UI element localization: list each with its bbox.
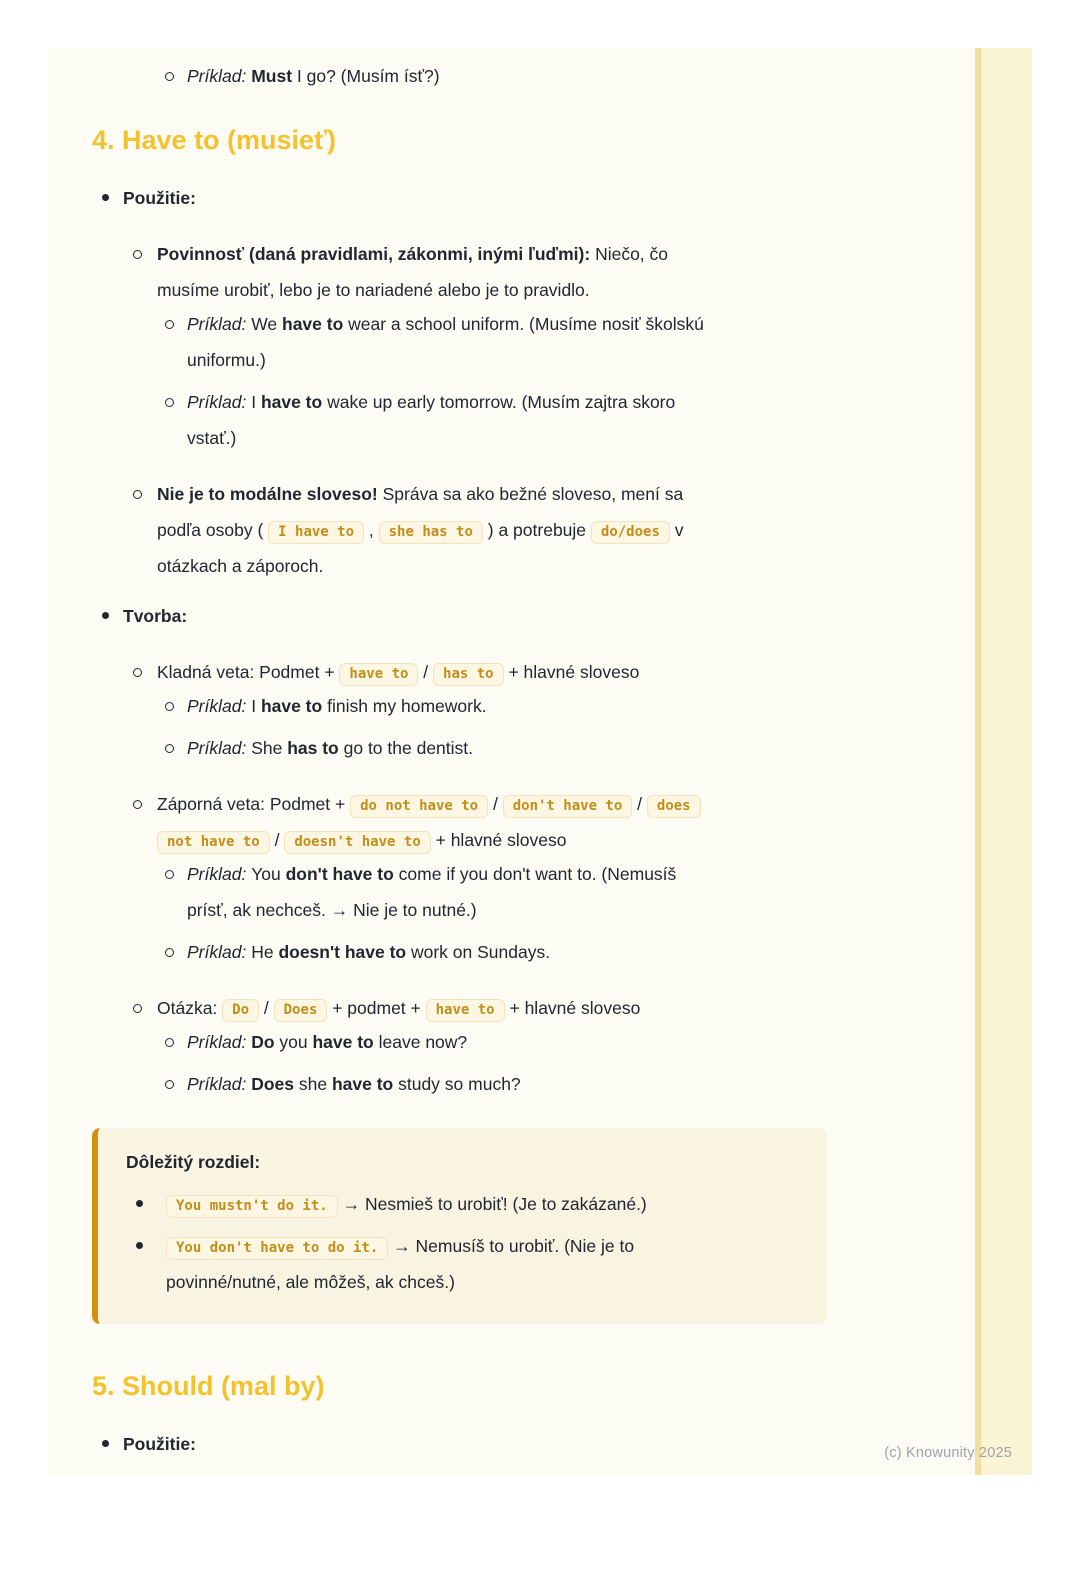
text-segment: I	[251, 392, 261, 412]
inline-code: I have to	[268, 521, 364, 544]
bullet-icon	[165, 72, 174, 81]
text-segment: vstať.)	[187, 428, 237, 448]
list-item	[92, 934, 550, 970]
inline-code: don't have to	[503, 795, 633, 818]
text-segment: have to	[260, 696, 323, 716]
text-segment: Použitie:	[123, 188, 196, 208]
text-segment: podľa osoby (	[157, 520, 269, 540]
bullet-icon	[165, 948, 174, 957]
text-segment: Záporná veta: Podmet +	[157, 794, 351, 814]
text-segment: Príklad:	[187, 392, 252, 412]
bullet-icon	[102, 1440, 109, 1447]
page-edge-highlight-band	[975, 48, 1032, 1475]
inline-code: do not have to	[350, 795, 488, 818]
list-item-text	[123, 188, 196, 208]
text-segment: /	[632, 794, 647, 814]
list-item	[92, 1426, 196, 1462]
list-item	[92, 306, 704, 378]
callout-box	[92, 1128, 827, 1324]
section-heading: 4. Have to (musieť)	[92, 125, 337, 155]
list-item	[92, 384, 675, 456]
list-item-text	[123, 1434, 196, 1454]
text-segment: Does	[251, 1074, 294, 1094]
text-segment: I go? (Musím ísť?)	[292, 66, 440, 86]
list-item-text	[157, 484, 684, 576]
list-item	[92, 786, 701, 858]
inline-code: do/does	[591, 521, 670, 544]
text-segment: /	[269, 830, 285, 850]
callout-title: Dôležitý rozdiel:	[126, 1152, 261, 1172]
inline-code: does	[647, 795, 701, 818]
list-item	[92, 598, 187, 634]
text-segment: You	[251, 864, 286, 884]
list-item-text	[187, 738, 473, 758]
text-segment: /	[259, 998, 274, 1018]
text-segment: Príklad:	[187, 1074, 252, 1094]
section-heading: 5. Should (mal by)	[92, 1371, 325, 1401]
text-segment: + hlavné sloveso	[430, 830, 567, 850]
text-segment: work on Sundays.	[406, 942, 551, 962]
text-segment: ) a potrebuje	[482, 520, 591, 540]
text-segment: you	[274, 1032, 313, 1052]
list-item-text	[187, 1032, 467, 1052]
list-item	[92, 180, 196, 216]
inline-code: have to	[426, 999, 505, 1022]
list-item-text	[187, 864, 676, 920]
text-segment: Príklad:	[187, 942, 252, 962]
text-segment: + podmet +	[327, 998, 426, 1018]
text-segment: Niečo, čo	[590, 244, 669, 264]
inline-code: You don't have to do it.	[166, 1237, 388, 1260]
list-item	[92, 58, 440, 94]
watermark: (c) Knowunity 2025	[884, 1445, 1012, 1461]
list-item-text	[187, 392, 675, 448]
list-item	[92, 476, 684, 584]
list-item	[92, 1066, 521, 1102]
text-segment: Kladná veta: Podmet +	[157, 662, 340, 682]
text-segment: v	[669, 520, 684, 540]
list-item-text	[157, 662, 639, 682]
list-item-text	[166, 1236, 634, 1292]
list-item-text	[157, 244, 668, 300]
bullet-icon	[133, 800, 142, 809]
text-segment: /	[488, 794, 503, 814]
list-item-text	[187, 1074, 521, 1094]
text-segment: → Nemusíš to urobiť. (Nie je to	[388, 1236, 635, 1256]
text-segment: have to	[282, 314, 344, 334]
text-segment: She	[251, 738, 288, 758]
document-page	[48, 48, 1032, 1475]
text-segment: Príklad:	[187, 696, 252, 716]
text-segment: have to	[260, 392, 323, 412]
text-segment: Príklad:	[187, 66, 252, 86]
text-segment: Príklad:	[187, 738, 252, 758]
list-item	[92, 688, 487, 724]
text-segment: Otázka:	[157, 998, 223, 1018]
bullet-icon	[165, 744, 174, 753]
list-item-text	[157, 794, 701, 850]
text-segment: finish my homework.	[322, 696, 487, 716]
bullet-icon	[165, 320, 174, 329]
inline-code: You mustn't do it.	[166, 1195, 338, 1218]
bullet-icon	[165, 1080, 174, 1089]
bullet-icon	[136, 1242, 143, 1249]
text-segment: Použitie:	[123, 1434, 196, 1454]
text-segment: → Nesmieš to urobiť! (Je to zakázané.)	[337, 1194, 647, 1214]
inline-code: have to	[339, 663, 418, 686]
bullet-icon	[133, 668, 142, 677]
bullet-icon	[165, 398, 174, 407]
list-item-text	[187, 696, 487, 716]
text-segment: has to	[287, 738, 339, 758]
text-segment: /	[418, 662, 434, 682]
bullet-icon	[133, 250, 142, 259]
text-segment: We	[251, 314, 282, 334]
callout-list-item	[126, 1228, 799, 1300]
text-segment: have to	[312, 1032, 374, 1052]
text-segment: go to the dentist.	[338, 738, 474, 758]
text-segment: Tvorba:	[123, 606, 188, 626]
list-item	[92, 654, 639, 690]
text-segment: doesn't have to	[278, 942, 407, 962]
inline-code: she has to	[379, 521, 483, 544]
text-segment: Príklad:	[187, 1032, 252, 1052]
text-segment: otázkach a záporoch.	[157, 556, 324, 576]
text-segment: + hlavné sloveso	[504, 998, 641, 1018]
inline-code: doesn't have to	[284, 831, 430, 854]
text-segment: wake up early tomorrow. (Musím zajtra skoro	[322, 392, 676, 412]
inline-code: has to	[433, 663, 504, 686]
text-segment: musíme urobiť, lebo je to nariadené alebo je to pravidlo.	[157, 280, 590, 300]
list-item-text	[187, 314, 704, 370]
text-segment: leave now?	[373, 1032, 468, 1052]
text-segment: ,	[364, 520, 379, 540]
text-segment: don't have to	[285, 864, 394, 884]
bullet-icon	[102, 194, 109, 201]
list-item	[92, 236, 668, 308]
callout-list-item	[126, 1186, 799, 1222]
bullet-icon	[165, 702, 174, 711]
bullet-icon	[133, 490, 142, 499]
text-segment: Nie je to modálne sloveso!	[157, 484, 378, 504]
list-item	[92, 856, 676, 928]
text-segment: Príklad:	[187, 864, 252, 884]
bullet-icon	[102, 612, 109, 619]
text-segment: have to	[331, 1074, 394, 1094]
text-segment: + hlavné sloveso	[503, 662, 640, 682]
list-item-text	[187, 66, 440, 86]
bullet-icon	[165, 1038, 174, 1047]
text-segment: Do	[251, 1032, 275, 1052]
inline-code: Does	[274, 999, 328, 1022]
text-segment: come if you don't want to. (Nemusíš	[393, 864, 677, 884]
inline-code: not have to	[157, 831, 270, 854]
list-item-text	[157, 998, 640, 1018]
inline-code: Do	[222, 999, 259, 1022]
text-segment: prísť, ak nechceš. → Nie je to nutné.)	[187, 900, 477, 920]
text-segment: Povinnosť (daná pravidlami, zákonmi, inými ľuďmi):	[157, 244, 591, 264]
bullet-icon	[136, 1200, 143, 1207]
list-item-text	[123, 606, 187, 626]
list-item-text	[187, 942, 550, 962]
text-segment: wear a school uniform. (Musíme nosiť školskú	[343, 314, 704, 334]
text-segment: povinné/nutné, ale môžeš, ak chceš.)	[166, 1272, 455, 1292]
list-item	[92, 1024, 467, 1060]
text-segment: He	[251, 942, 279, 962]
text-segment: she	[294, 1074, 332, 1094]
text-segment: study so much?	[393, 1074, 521, 1094]
bullet-icon	[165, 870, 174, 879]
bullet-icon	[133, 1004, 142, 1013]
list-item	[92, 990, 640, 1026]
document-content	[48, 48, 892, 1462]
text-segment: Príklad:	[187, 314, 252, 334]
text-segment: Správa sa ako bežné sloveso, mení sa	[377, 484, 684, 504]
text-segment: I	[251, 696, 261, 716]
list-item-text	[166, 1194, 647, 1214]
text-segment: Must	[251, 66, 293, 86]
text-segment: uniformu.)	[187, 350, 266, 370]
list-item	[92, 730, 473, 766]
